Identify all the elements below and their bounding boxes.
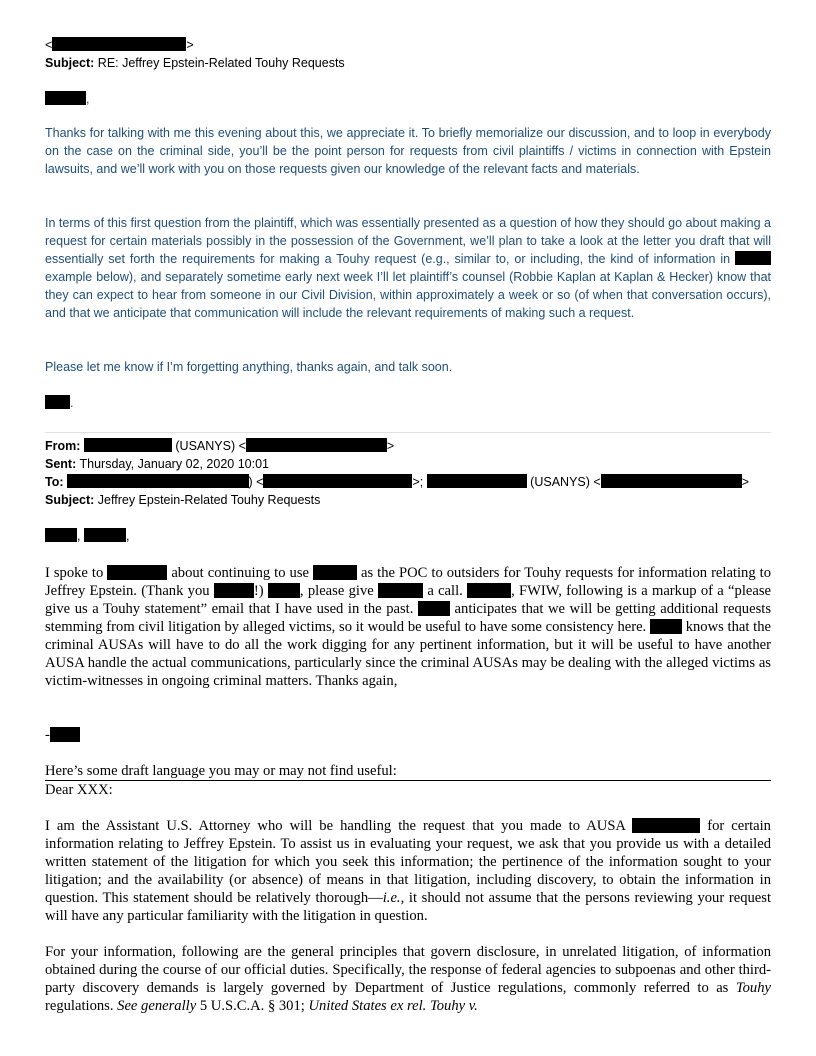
- redaction-box: [84, 438, 172, 452]
- reply-header: [45, 36, 771, 72]
- draft-paragraph-2: For your information, following are the general principles that govern disclosure, in unrelated litigation, of information obtained during the course of our official duties. Specifically, the response of federal agencies to subpoenas and other third-party discovery demands is largely governed by Department of Justice regulations, commonly referred to as Touhy regulations. See generally 5 U.S.C.A. § 301; United States ex rel. Touhy v.: [45, 944, 771, 1014]
- original-body: I spoke to about continuing to use as the POC to outsiders for Touhy requests for information relating to Jeffrey Epstein. (Thank you !) , please give a call. , FWIW, following is a markup of a “please give us a Touhy statement” email that I have used in the past. anticipates that we will be getting additional requests stemming from civil litigation by alleged victims, so it would be useful to have some consistency here. knows that the criminal AUSAs will have to do all the work digging for any pertinent information, but it will be useful to have another AUSA handle the actual communications, particularly since the criminal AUSAs may be dealing with the alleged victims as victim-witnesses in ongoing criminal matters. Thanks again,: [45, 565, 771, 689]
- reply-body: [45, 90, 771, 108]
- to-line: To: ) < >; (USANYS) < >: [45, 475, 749, 489]
- redaction-box: [45, 528, 77, 542]
- original-subject-line: Subject: Jeffrey Epstein-Related Touhy Requests: [45, 493, 321, 507]
- from-line: From: (USANYS) < >: [45, 439, 395, 453]
- reply-subject-line: [45, 54, 771, 72]
- reply-paragraph-2: In terms of this first question from the plaintiff, which was essentially presented as a question of how they should go about making a request for certain materials possibly in the possession of the Government, we’ll plan to take a look at the letter you draft that will essentially set forth the requirements for making a Touhy request (e.g., similar to, or including, the kind of information in example below), and separately sometime early next week I’ll let plaintiff’s counsel (Robbie Kaplan at Kaplan & Hecker) know that they can expect to hear from someone in our Civil Division, within approximately a week or so (of when that conversation occurs), and that we anticipate that communication will include the relevant requirements of making such a request.: [45, 216, 771, 320]
- redaction-box: [45, 395, 70, 409]
- redaction-box: [313, 565, 357, 580]
- redaction-box: [427, 474, 527, 488]
- redaction-box: [84, 528, 126, 542]
- redaction-box: [735, 251, 771, 265]
- original-header: [45, 437, 771, 509]
- redaction-box: [246, 438, 387, 452]
- redaction-box: [632, 818, 700, 833]
- redaction-box: [467, 583, 511, 598]
- sent-line: Sent: Thursday, January 02, 2020 10:01: [45, 457, 269, 471]
- subject-value: RE: Jeffrey Epstein-Related Touhy Requests: [94, 56, 345, 70]
- redaction-box: [601, 474, 742, 488]
- draft-paragraph-1: I am the Assistant U.S. Attorney who will be handling the request that you made to AUSA for certain information relating to Jeffrey Epstein. To assist us in evaluating your request, we ask that you provide us with a detailed written statement of the litigation for which you seek this information; the pertinence of the information sought to your litigation; and the availability (or absence) of means in that litigation, including discovery, to obtain the information in question. This statement should be relatively thorough—i.e., it should not assume that the persons reviewing your request will have any particular familiarity with the litigation in question.: [45, 818, 772, 924]
- original-greeting: , ,: [45, 527, 771, 545]
- redaction-box: [263, 474, 412, 488]
- draft-salutation: Dear XXX:: [45, 782, 113, 798]
- header-separator: [45, 432, 771, 433]
- redaction-box: [268, 583, 300, 598]
- redaction-box: [67, 474, 249, 488]
- reply-signoff: .: [45, 394, 771, 412]
- redaction-box: [378, 583, 423, 598]
- redaction-box: [52, 37, 186, 51]
- redaction-box: [650, 619, 682, 634]
- reply-paragraph-1: Thanks for talking with me this evening about this, we appreciate it. To briefly memorialize our discussion, and to loop in everybody on the case on the criminal side, you’ll be the point person for requests from civil plaintiffs / victims in connection with Epstein lawsuits, and we’ll work with you on those requests given our knowledge of the relevant facts and materials.: [45, 126, 771, 176]
- subject-label: Subject:: [45, 56, 95, 70]
- reply-paragraph-3: Please let me know if I’m forgetting anything, thanks again, and talk soon.: [45, 360, 453, 374]
- reply-to-line: < >: [45, 38, 194, 52]
- draft-intro: Here’s some draft language you may or may not find useful: Dear XXX:: [45, 762, 771, 799]
- original-signoff: -: [45, 726, 771, 744]
- redaction-box: [214, 583, 254, 598]
- redaction-box: [418, 601, 450, 616]
- redaction-box: [45, 91, 86, 105]
- redaction-box: [107, 565, 167, 580]
- redaction-box: [50, 727, 80, 742]
- reply-greeting: ,: [45, 90, 771, 108]
